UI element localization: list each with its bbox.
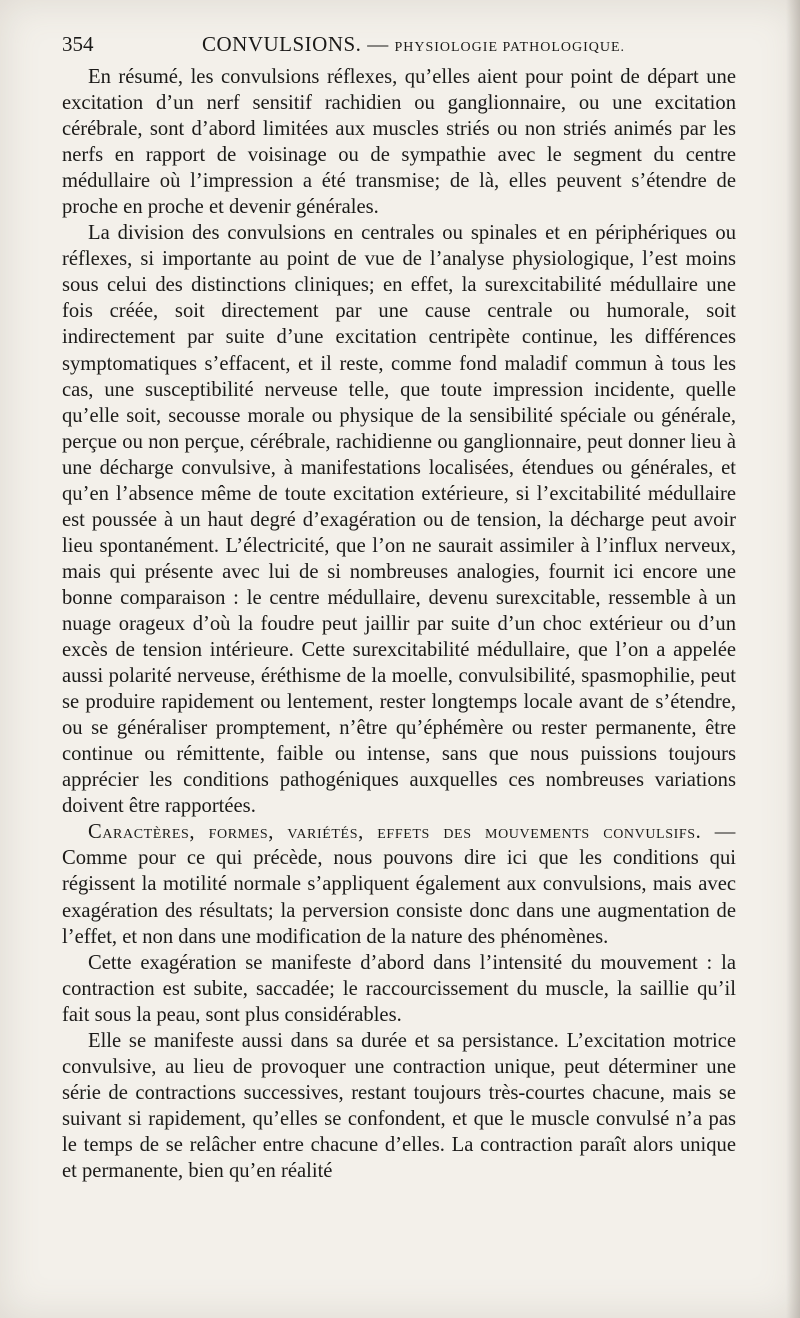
running-title [202,32,625,57]
paragraph-caracteres-text: Comme pour ce qui précède, nous pouvons dire ici que les conditions qui régissent la motilité normale s’appliquent également aux convulsions, mais avec exagération des résultats; la perversion consiste donc dans une augmentation de l’effet, et non dans une modification de la nature des phénomènes. [62,847,736,948]
section-heading: Caractères, formes, variétés, effets des mouvements convulsifs. — [88,821,736,844]
bleed-through-area [180,1226,740,1286]
running-title-subtitle: PHYSIOLOGIE PATHOLOGIQUE. [394,40,626,55]
paragraph-caracteres [62,819,736,949]
paragraph-division: La division des convulsions en centrales ou spinales et en périphériques ou réflexes, si importante au point de vue de l’analyse physiologique, l’est moins sous celui des distinctions cliniques; en effet, la surexcitabilité médullaire une fois créée, soit directement par une cause centrale ou humorale, soit indirectement par suite d’une excitation centripète continue, les différences symptomatiques s’effacent, et il reste, comme fond maladif commun à tous les cas, une susceptibilité nerveuse telle, que toute impression incidente, quelle qu’elle soit, secousse morale ou physique de la sensibilité spéciale ou générale, perçue ou non perçue, cérébrale, rachidienne ou ganglionnaire, peut donner lieu à une décharge convulsive, à manifestations localisées, étendues ou générales, et qu’en l’absence même de toute excitation extérieure, si l’excitabilité médullaire est poussée à un haut degré d’exagération ou de tension, la décharge peut avoir lieu spontanément. L’électricité, que l’on ne saurait assimiler à l’influx nerveux, mais qui présente avec lui de si nombreuses analogies, fournit ici encore une bonne comparaison : le centre médullaire, devenu surexcitable, ressemble à un nuage orageux d’où la foudre peut jaillir par suite d’un choc extérieur ou d’un excès de tension intérieure. Cette surexcitabilité médullaire, que l’on a appelée aussi polarité nerveuse, éréthisme de la moelle, convulsibilité, spasmophilie, peut se produire rapidement ou lentement, rester longtemps locale avant de s’étendre, ou se généraliser promptement, n’être qu’éphémère ou rester permanente, être continue ou rémittente, faible ou intense, sans que nous puissions toujours apprécier les conditions pathogéniques auxquelles ces nombreuses variations doivent être rapportées. [62,222,736,818]
running-title-main: CONVULSIONS. [202,32,362,56]
main-text [62,64,736,1184]
running-title-separator: — [367,32,389,56]
page-edge-shadow [786,0,800,1318]
paragraph-resume: En résumé, les convulsions réflexes, qu’elles aient pour point de départ une excitation d’un nerf sensitif rachidien ou ganglionnaire, ou une excitation cérébrale, sont d’abord limitées aux muscles striés ou non striés animés par les nerfs en rapport de voisinage ou de sympathie avec le segment du centre médullaire où l’impression a été transmise; de là, elles peuvent s’étendre de proche en proche et devenir générales. [62,66,736,219]
paragraph-intensite: Cette exagération se manifeste d’abord dans l’intensité du mouvement : la contraction est subite, saccadée; le raccourcissement du muscle, la saillie qu’il fait sous la peau, sont plus considérables. [62,951,736,1026]
page-number: 354 [62,32,94,56]
running-head [62,30,736,60]
paragraph-duree: Elle se manifeste aussi dans sa durée et sa persistance. L’excitation motrice convulsive, au lieu de provoquer une contraction unique, peut déterminer une série de contractions successives, restant toujours très-courtes chacune, mais se suivant si rapidement, qu’elles se confondent, et que le muscle convulsé n’a pas le temps de se relâcher entre chacune d’elles. La contraction paraît alors unique et permanente, bien qu’en réalité [62,1029,736,1182]
